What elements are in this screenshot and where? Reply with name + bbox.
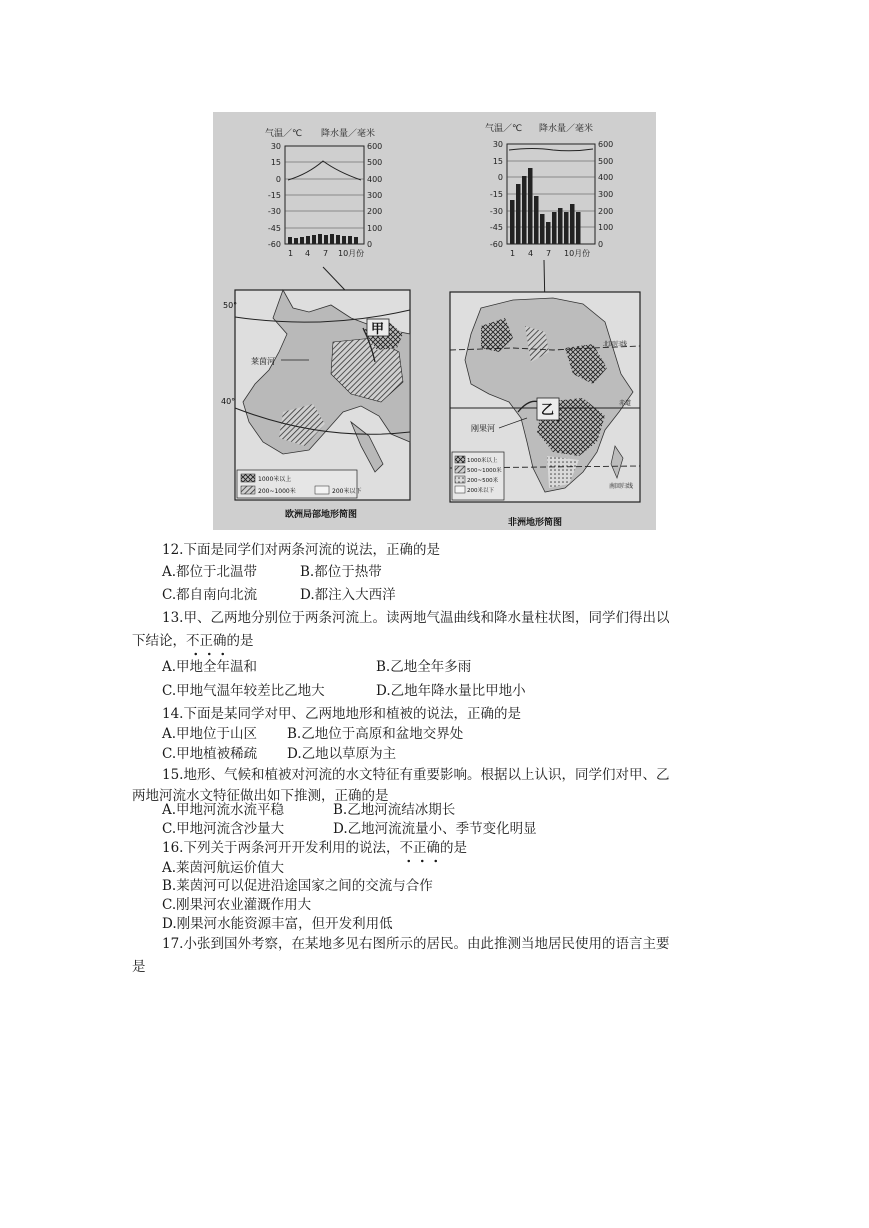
q13-emphasis: 不正确 (186, 632, 227, 650)
legend-africa-3: 200~500米 (467, 478, 499, 484)
q13-option-a: A.甲地全年温和 (162, 659, 258, 675)
q15-option-d: D.乙地河流流量小、季节变化明显 (333, 821, 537, 837)
left-precip-label: 降水量／毫米 (321, 129, 376, 139)
europe-map (221, 290, 410, 520)
q14-option-b: B.乙地位于高原和盆地交界处 (287, 726, 464, 742)
left-temp-tick: 0 (275, 175, 281, 184)
q16-stem-pre: 16.下列关于两条河开开发利用的说法， (162, 840, 400, 856)
q13-option-b: B.乙地全年多雨 (376, 659, 472, 675)
right-precip-tick: 100 (598, 223, 614, 232)
figure-panel (213, 112, 656, 530)
label-tropic-capricorn: 南回归线 (609, 483, 634, 490)
right-temp-tick: -45 (489, 223, 503, 232)
right-month-tick: 10月份 (564, 249, 591, 258)
q12-option-b: B.都位于热带 (300, 564, 382, 580)
right-temp-tick: -15 (489, 190, 503, 199)
legend-europe-2: 200~1000米 (258, 488, 296, 495)
label-congo-river: 刚果河 (471, 424, 495, 433)
q14-option-d: D.乙地以草原为主 (287, 746, 397, 762)
label-rhine-river: 莱茵河 (251, 357, 275, 366)
left-temp-tick: -45 (267, 224, 281, 233)
q17-stem-line2: 是 (132, 959, 146, 975)
label-tropic-cancer: 北回归线 (603, 341, 628, 348)
europe-legend (237, 470, 361, 498)
q12-stem: 12.下面是同学们对两条河流的说法，正确的是 (162, 542, 440, 558)
marker-yi: 乙 (541, 403, 555, 418)
right-month-tick: 7 (546, 249, 552, 258)
legend-africa-4: 200米以下 (467, 488, 494, 494)
right-month-tick: 1 (510, 249, 516, 258)
right-precip-label: 降水量／毫米 (539, 124, 594, 134)
legend-africa-2: 500~1000米 (467, 468, 502, 474)
left-temp-tick: -60 (267, 240, 281, 249)
right-month-tick: 4 (528, 249, 534, 258)
q15-option-b: B.乙地河流结冰期长 (333, 802, 456, 818)
left-month-tick: 7 (323, 249, 329, 258)
left-precip-tick: 500 (367, 158, 383, 167)
left-precip-tick: 100 (367, 224, 383, 233)
label-equator: 赤道 (619, 400, 632, 407)
right-temp-tick: -30 (489, 207, 503, 216)
legend-europe-3: 200米以下 (332, 488, 362, 495)
q13-stem-pre: 下结论， (132, 633, 186, 649)
africa-legend (452, 452, 504, 500)
left-precip-tick: 0 (367, 240, 373, 249)
left-temp-tick: 30 (270, 142, 281, 151)
right-temp-label: 气温／℃ (485, 124, 523, 134)
q16-emphasis: 不正确 (399, 839, 440, 857)
right-precip-tick: 500 (598, 157, 614, 166)
left-month-tick: 4 (305, 249, 311, 258)
right-precip-tick: 600 (598, 140, 614, 149)
caption-europe-map: 欧洲局部地形简图 (285, 510, 358, 520)
left-temp-tick: 15 (270, 158, 281, 167)
q15-stem-line2: 两地河流水文特征做出如下推测，正确的是 (132, 788, 389, 804)
legend-africa-1: 1000米以上 (467, 458, 498, 464)
q13-option-c: C.甲地气温年较差比乙地大 (162, 683, 325, 699)
q14-option-c: C.甲地植被稀疏 (162, 746, 258, 762)
q14-option-a: A.甲地位于山区 (162, 726, 258, 742)
left-month-tick: 10月份 (338, 249, 365, 258)
right-temp-tick: 15 (492, 157, 503, 166)
left-temp-tick: -30 (267, 207, 281, 216)
q12-option-c: C.都自南向北流 (162, 587, 258, 603)
caption-africa-map: 非洲地形简图 (508, 518, 563, 528)
left-precip-tick: 300 (367, 191, 383, 200)
q16-option-d: D.刚果河水能资源丰富，但开发利用低 (162, 916, 393, 932)
marker-jia: 甲 (371, 322, 385, 337)
q15-option-c: C.甲地河流含沙量大 (162, 821, 285, 837)
q13-stem-post: 的是 (226, 633, 254, 649)
left-precip-tick: 400 (367, 175, 383, 184)
q12-option-a: A.都位于北温带 (162, 564, 258, 580)
q14-stem: 14.下面是某同学对甲、乙两地地形和植被的说法，正确的是 (162, 706, 521, 722)
label-lat-50: 50° (223, 301, 238, 310)
right-precip-tick: 300 (598, 190, 614, 199)
right-precip-tick: 200 (598, 207, 614, 216)
right-precip-tick: 400 (598, 173, 614, 182)
q13-stem-line1: 13.甲、乙两地分别位于两条河流上。读两地气温曲线和降水量柱状图，同学们得出以 (162, 610, 670, 626)
right-temp-tick: 0 (497, 173, 503, 182)
legend-europe-1: 1000米以上 (258, 476, 292, 483)
q16-option-b: B.莱茵河可以促进沿途国家之间的交流与合作 (162, 878, 433, 894)
q16-option-a: A.莱茵河航运价值大 (162, 860, 285, 876)
left-precip-tick: 600 (367, 142, 383, 151)
q17-stem-line1: 17.小张到国外考察，在某地多见右图所示的居民。由此推测当地居民使用的语言主要 (162, 936, 670, 952)
right-precip-tick: 0 (598, 240, 604, 249)
left-temp-tick: -15 (267, 191, 281, 200)
q15-option-a: A.甲地河流水流平稳 (162, 802, 285, 818)
label-lat-40: 40° (221, 397, 236, 406)
q13-stem-line2 (132, 632, 254, 650)
q16-stem-post: 的是 (439, 840, 467, 856)
q12-option-d: D.都注入大西洋 (300, 587, 396, 603)
africa-map (450, 292, 640, 528)
q15-stem-line1: 15.地形、气候和植被对河流的水文特征有重要影响。根据以上认识，同学们对甲、乙 (162, 767, 670, 783)
climate-chart-right (485, 122, 613, 258)
q16-stem (162, 839, 467, 857)
right-temp-tick: -60 (489, 240, 503, 249)
climate-chart-left (265, 127, 382, 258)
q13-option-d: D.乙地年降水量比甲地小 (376, 683, 526, 699)
left-month-tick: 1 (288, 249, 294, 258)
q16-option-c: C.刚果河农业灌溉作用大 (162, 897, 312, 913)
left-temp-label: 气温／℃ (265, 129, 303, 139)
right-temp-tick: 30 (492, 140, 503, 149)
left-precip-tick: 200 (367, 207, 383, 216)
